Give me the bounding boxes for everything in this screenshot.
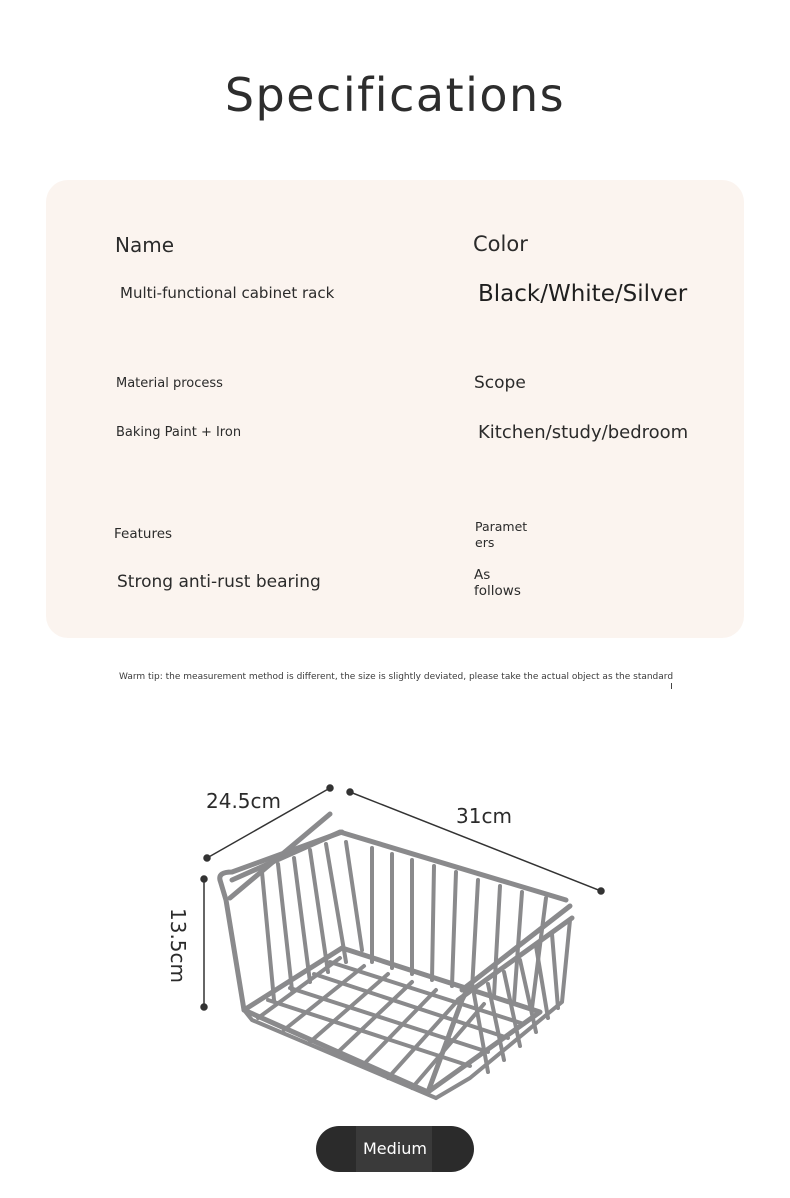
color-value: Black/White/Silver xyxy=(478,281,688,307)
scope-value: Kitchen/study/bedroom xyxy=(478,422,689,443)
wire-basket xyxy=(220,814,572,1098)
scope-label: Scope xyxy=(474,373,526,393)
material-value: Baking Paint + Iron xyxy=(116,425,242,440)
material-label: Material process xyxy=(116,376,223,391)
tip-mark xyxy=(671,683,672,689)
size-option-button[interactable] xyxy=(316,1126,474,1172)
color-label: Color xyxy=(473,232,528,256)
page-title: Specifications xyxy=(224,68,566,122)
width-dimension: 31cm xyxy=(456,804,512,828)
name-value: Multi-functional cabinet rack xyxy=(120,284,335,302)
warm-tip: Warm tip: the measurement method is different, the size is slightly deviated, please take the actual object as the standard xyxy=(119,672,674,682)
parameters-value: As follows xyxy=(474,567,521,599)
basket-dimension-diagram xyxy=(0,760,790,1120)
name-label: Name xyxy=(115,233,175,257)
depth-dimension: 24.5cm xyxy=(206,789,282,813)
parameters-label: Paramet ers xyxy=(475,519,528,550)
features-label: Features xyxy=(114,526,173,542)
features-value: Strong anti-rust bearing xyxy=(117,572,321,592)
height-dimension: 13.5cm xyxy=(166,908,190,984)
dimension-lines xyxy=(201,785,604,1010)
size-option-label: Medium xyxy=(363,1139,427,1158)
